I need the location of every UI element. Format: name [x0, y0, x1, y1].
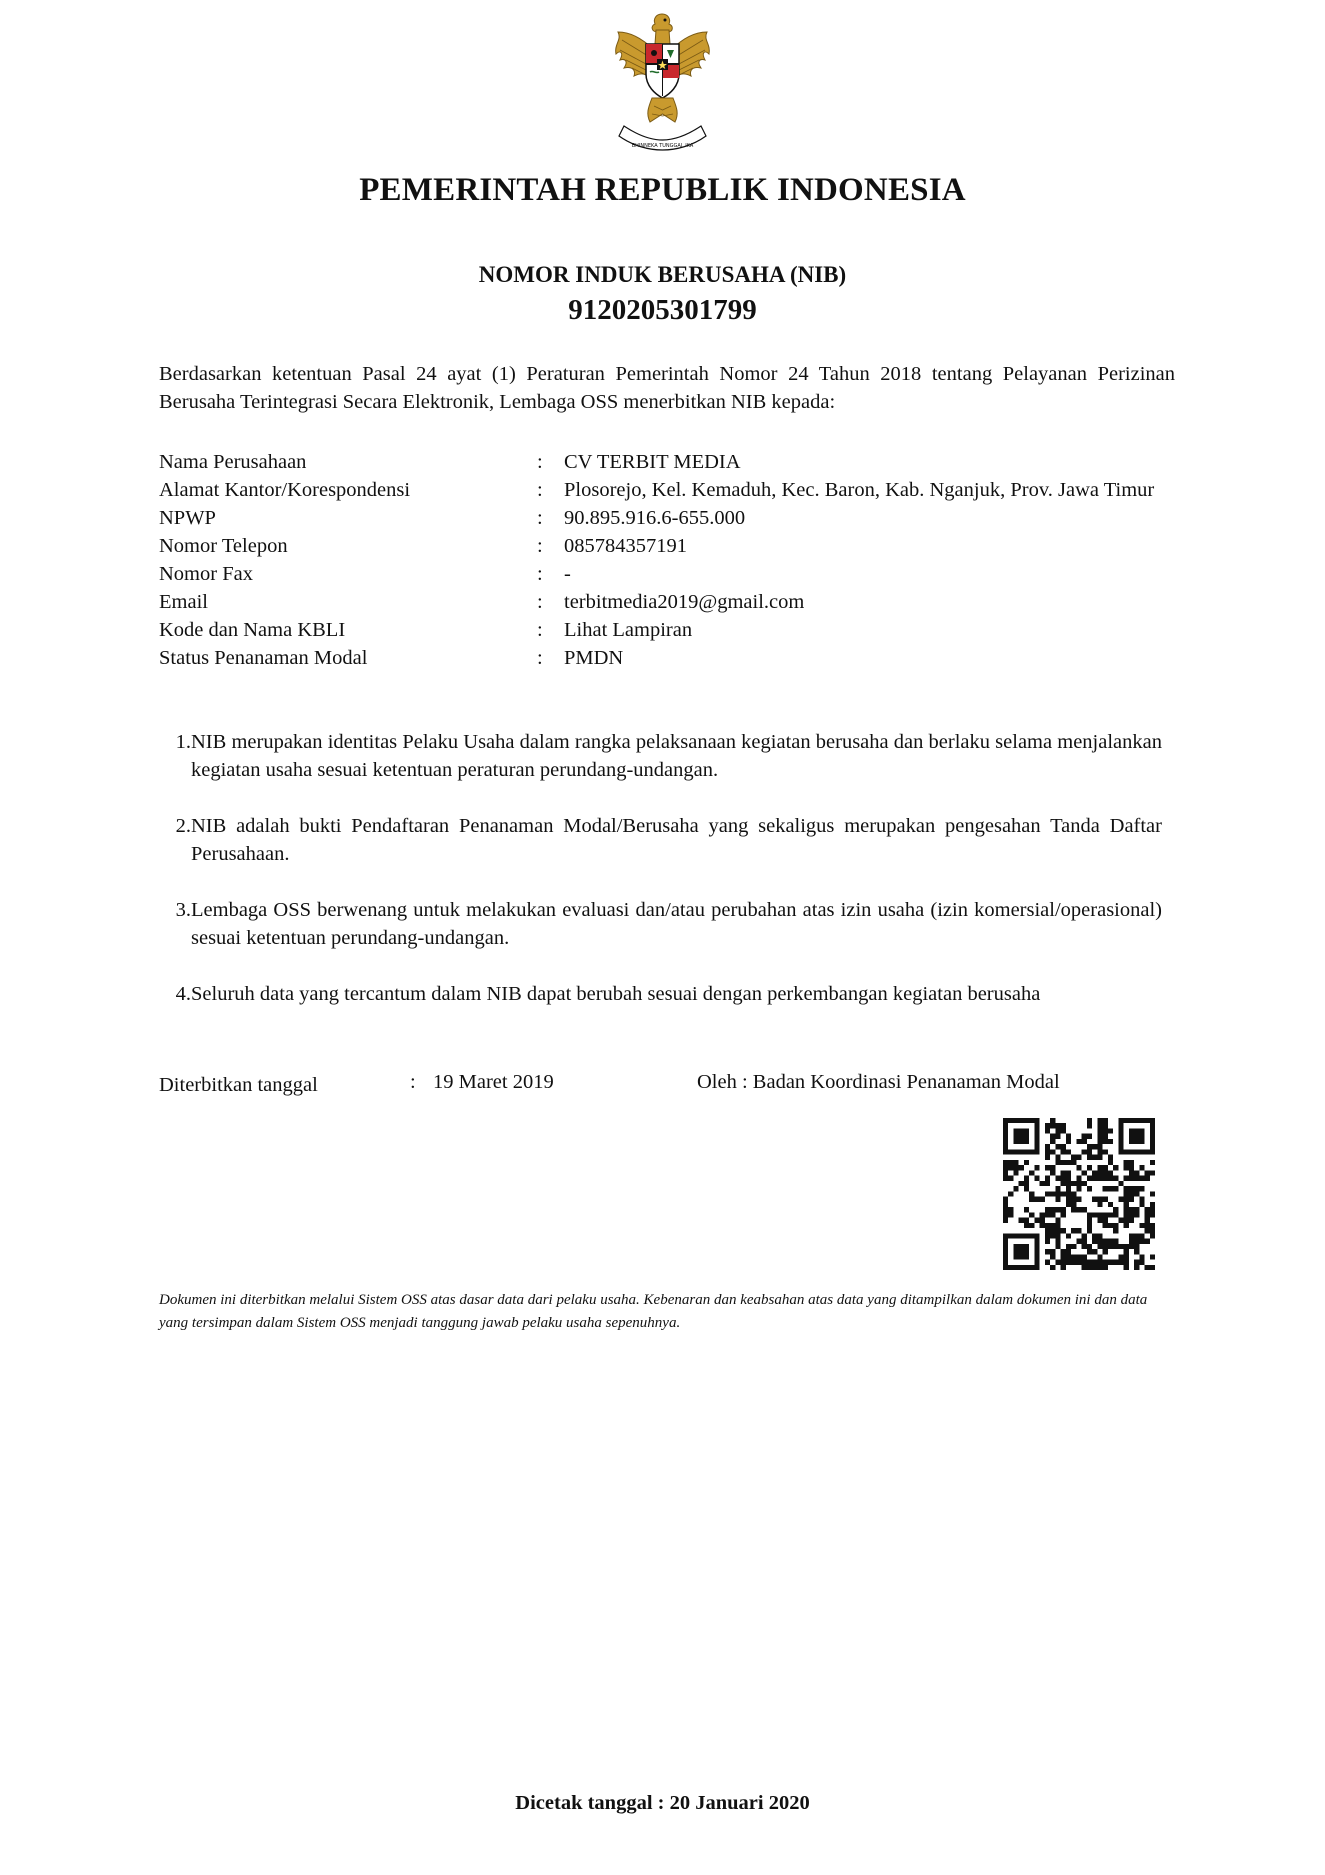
field-label: Status Penanaman Modal — [159, 647, 368, 669]
field-colon: : — [537, 647, 543, 669]
issued-date: 19 Maret 2019 — [433, 1071, 554, 1093]
field-colon: : — [537, 507, 543, 529]
printed-date: Dicetak tanggal : 20 Januari 2020 — [515, 1792, 810, 1814]
note-text: Seluruh data yang tercantum dalam NIB dapat berubah sesuai dengan perkembangan kegiatan berusaha — [191, 983, 1041, 1005]
field-colon: : — [537, 535, 543, 557]
field-value: PMDN — [564, 647, 624, 669]
svg-text:BHINNEKA TUNGGAL IKA: BHINNEKA TUNGGAL IKA — [631, 143, 694, 149]
field-colon: : — [537, 451, 543, 473]
field-colon: : — [537, 479, 543, 501]
field-label: Nomor Telepon — [159, 535, 288, 557]
intro-paragraph: Berdasarkan ketentuan Pasal 24 ayat (1) Peraturan Pemerintah Nomor 24 Tahun 2018 tentang Pelayanan Perizinan Berusaha Terintegrasi Secara Elektronik, Lembaga OSS menerbitkan NIB kepada: — [159, 363, 1175, 413]
issued-by: Oleh : Badan Koordinasi Penanaman Modal — [697, 1071, 1060, 1093]
field-label: Nama Perusahaan — [159, 451, 307, 473]
note-number: 2 . — [159, 812, 191, 868]
note-text: NIB adalah bukti Pendaftaran Penanaman Modal/Berusaha yang sekaligus merupakan pengesahan Tanda Daftar Perusahaan. — [191, 815, 1162, 865]
field-colon: : — [537, 619, 543, 641]
field-value: terbitmedia2019@gmail.com — [564, 591, 805, 613]
field-colon: : — [537, 563, 543, 585]
field-value: - — [564, 563, 571, 585]
field-value: 90.895.916.6-655.000 — [564, 507, 746, 529]
list-item — [159, 728, 1162, 784]
field-label: Nomor Fax — [159, 563, 253, 585]
field-row — [159, 588, 1175, 616]
field-value: CV TERBIT MEDIA — [564, 451, 741, 473]
issued-colon: : — [410, 1071, 416, 1093]
company-fields — [159, 448, 1175, 672]
field-row — [159, 560, 1175, 588]
notes-list — [159, 728, 1162, 1036]
list-item — [159, 896, 1162, 952]
note-number: 1 . — [159, 728, 191, 784]
field-label: Alamat Kantor/Korespondensi — [159, 479, 411, 501]
field-row — [159, 616, 1175, 644]
field-value: 085784357191 — [564, 535, 687, 557]
list-item — [159, 812, 1162, 868]
field-label: Email — [159, 591, 208, 613]
field-row — [159, 504, 1175, 532]
field-label: NPWP — [159, 507, 216, 529]
note-text: Lembaga OSS berwenang untuk melakukan evaluasi dan/atau perubahan atas izin usaha (izin komersial/operasional) sesuai ketentuan perundang-undangan. — [191, 899, 1162, 949]
field-value: Lihat Lampiran — [564, 619, 693, 641]
disclaimer: Dokumen ini diterbitkan melalui Sistem OSS atas dasar data dari pelaku usaha. Kebenaran dan keabsahan atas data yang ditampilkan dalam dokumen ini dan data yang tersimpan dalam Sistem OSS menjadi tanggung jawab pelaku usaha sepenuhnya. — [159, 1292, 1148, 1331]
field-colon: : — [537, 591, 543, 613]
garuda-emblem — [610, 10, 715, 158]
issued-label: Diterbitkan tanggal — [159, 1074, 318, 1096]
note-text: NIB merupakan identitas Pelaku Usaha dalam rangka pelaksanaan kegiatan berusaha dan berlaku selama menjalankan kegiatan usaha sesuai ketentuan peraturan perundang-undangan. — [191, 731, 1162, 781]
field-row — [159, 532, 1175, 560]
field-row — [159, 448, 1175, 476]
nib-number: 9120205301799 — [568, 294, 757, 326]
document-subtitle: NOMOR INDUK BERUSAHA (NIB) — [478, 262, 847, 287]
note-number: 3 . — [159, 896, 191, 952]
list-item — [159, 980, 1162, 1008]
field-row — [159, 476, 1175, 504]
field-value: Plosorejo, Kel. Kemaduh, Kec. Baron, Kab. Nganjuk, Prov. Jawa Timur — [564, 479, 1155, 501]
qr-code-icon — [1003, 1118, 1155, 1270]
page-title: PEMERINTAH REPUBLIK INDONESIA — [359, 172, 966, 208]
field-label: Kode dan Nama KBLI — [159, 619, 346, 641]
note-number: 4 . — [159, 980, 191, 1008]
field-row — [159, 644, 1175, 672]
